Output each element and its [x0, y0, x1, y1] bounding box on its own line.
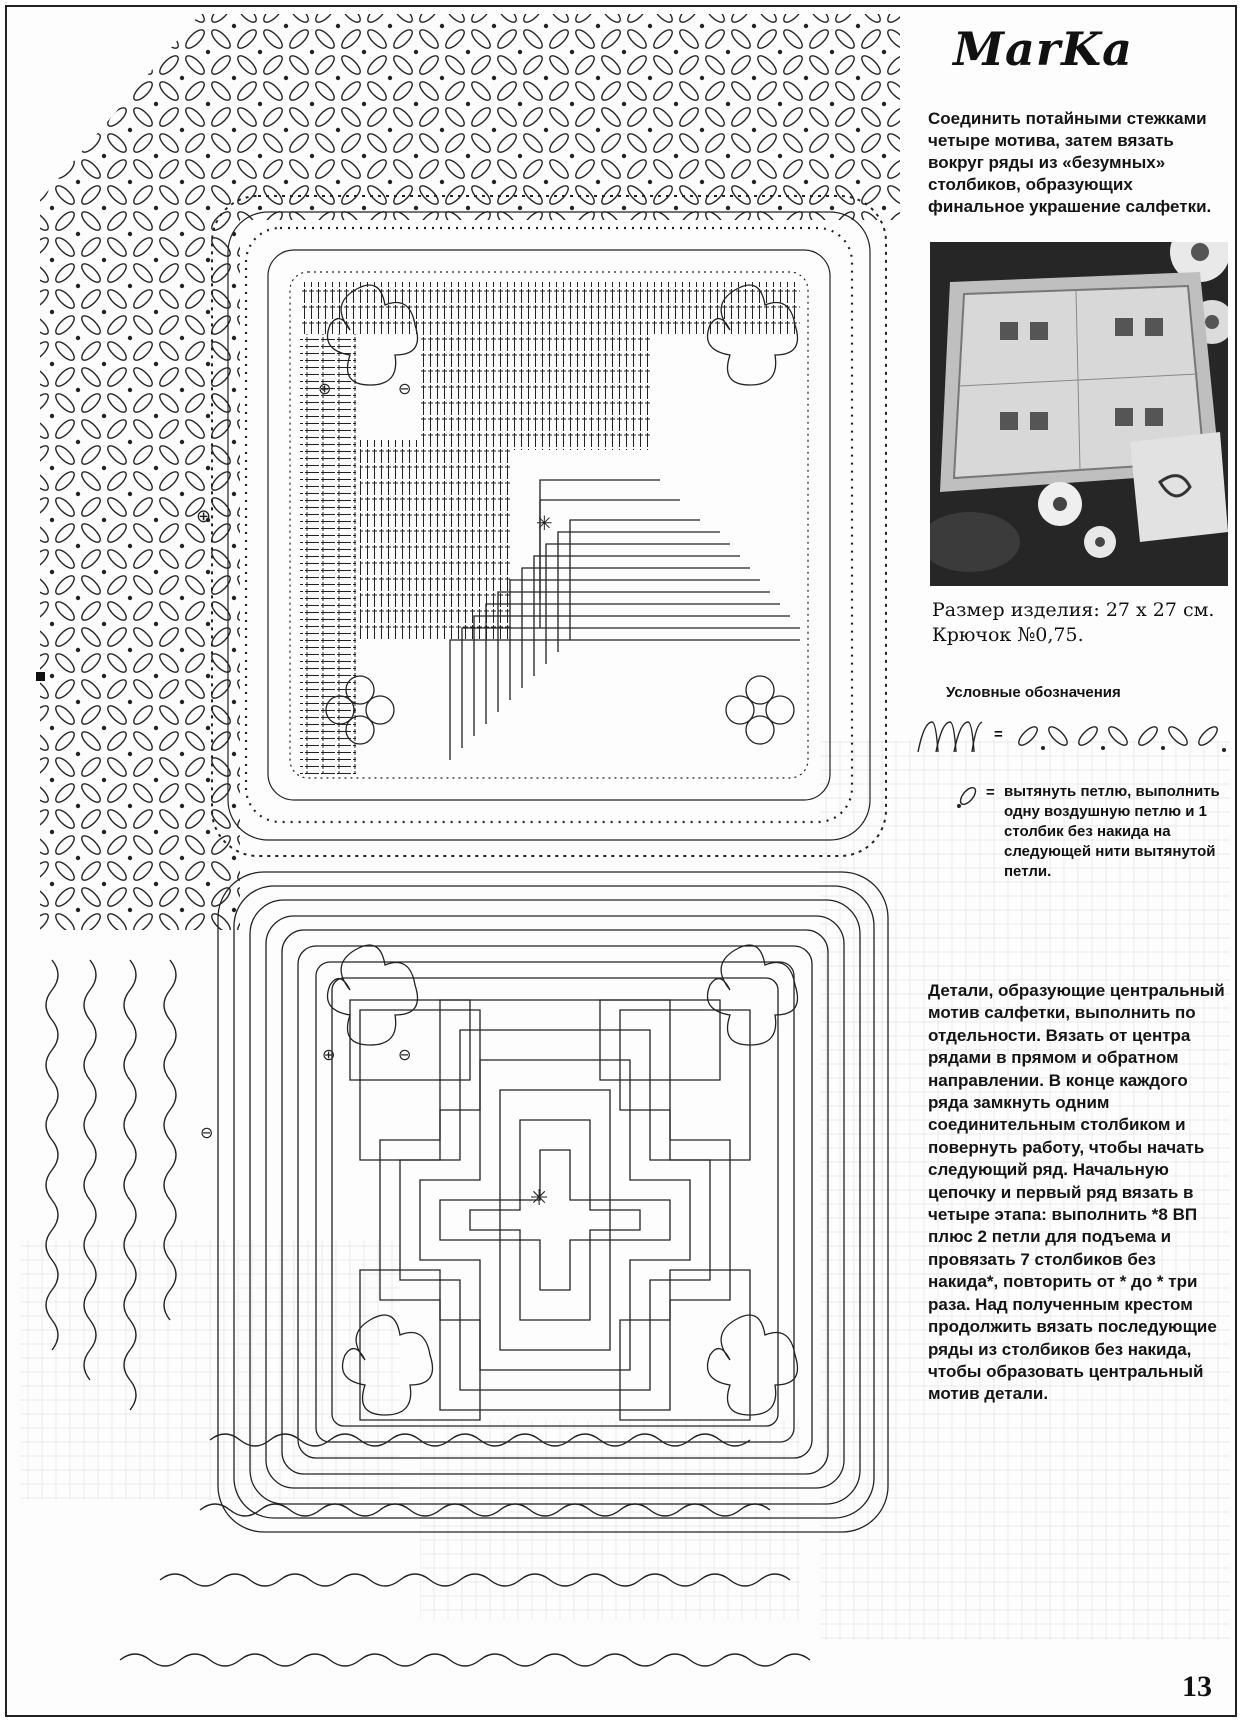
legend-equals-1: = [994, 726, 1003, 743]
svg-text:⊖: ⊖ [200, 1123, 214, 1142]
size-spec: Размер изделия: 27 х 27 см. [932, 599, 1215, 621]
legend-item-2-text: вытянуть петлю, выполнить одну воздушную петлю и 1 столбик без накида на следующей нити вытянутой петли. [1004, 783, 1220, 880]
brand-logo: MarKa [953, 22, 1133, 76]
specs-block [932, 598, 1232, 648]
crazy-stitch-symbol [912, 710, 1232, 760]
doily-photo [930, 242, 1228, 586]
page-number: 13 [1182, 1670, 1212, 1703]
legend-item-2 [1004, 782, 1230, 882]
svg-text:⊕: ⊕ [318, 379, 332, 398]
legend-item-1 [912, 710, 1232, 760]
svg-text:⊖: ⊖ [398, 1045, 412, 1064]
svg-text:✳: ✳ [530, 1186, 549, 1211]
pulled-loop-symbol [952, 780, 984, 810]
crochet-doily-photo-image [930, 242, 1228, 586]
svg-text:⊖: ⊖ [398, 379, 412, 398]
svg-text:⊕: ⊕ [196, 506, 212, 527]
intro-text: Соединить потайными стежками четыре мотива, затем вязать вокруг ряды из «безумных» столбиков, образующих финальное украшение салфетки. [928, 109, 1212, 216]
hook-spec: Крючок №0,75. [932, 624, 1084, 646]
svg-text:✳: ✳ [536, 511, 553, 535]
details-text: Детали, образующие центральный мотив салфетки, выполнить по отдельности. Вязать от центра рядами в прямом и обратном направлении. В конце каждого ряда замкнуть одним соединительным столбиком и повернуть работу, чтобы начать следующий ряд. Начальную цепочку и первый ряд вязать в четыре этапа: выполнить *8 ВП плюс 2 петли для подъема и провязать 7 столбиков без накида*, повторить от * до * три раза. Над полученным крестом продолжить вязать последующие ряды из столбиков без накида, чтобы образовать центральный мотив детали. [928, 981, 1225, 1404]
legend-equals-2: = [986, 784, 995, 801]
svg-text:⊕: ⊕ [322, 1045, 336, 1064]
legend-title: Условные обозначения [946, 684, 1121, 701]
